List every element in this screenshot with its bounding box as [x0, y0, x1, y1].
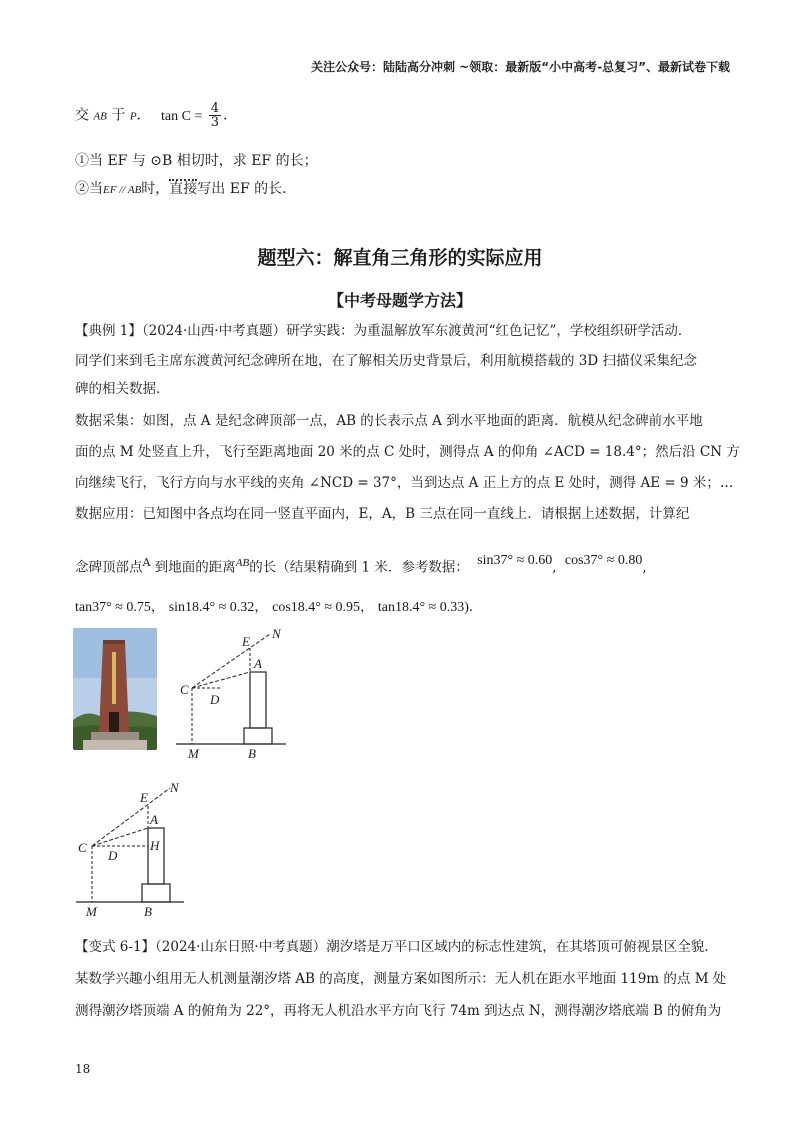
label-m: M	[188, 746, 199, 761]
section-title: 题型六：解直角三角形的实际应用	[257, 247, 543, 269]
diagram-1	[170, 620, 300, 765]
label-n: N	[170, 780, 179, 795]
monument-photo	[73, 628, 157, 750]
label-a: A	[254, 656, 262, 671]
label-e: E	[242, 634, 250, 649]
example-line-1: 【典例 1】（2024·山西·中考真题）研学实践：为重温解放军东渡黄河“红色记忆”，学校组织研学活动．	[75, 323, 692, 339]
variant-line-1: 【变式 6-1】（2024·山东日照·中考真题）潮汐塔是万平口区域内的标志性建筑，在其塔顶可俯视景区全貌．	[75, 939, 718, 955]
diagram-2	[72, 776, 192, 921]
base-rect-1	[244, 728, 272, 744]
base-rect-2	[142, 884, 170, 902]
line-ca-1	[192, 672, 250, 688]
label-c: C	[78, 840, 87, 855]
monument-rect-2	[148, 828, 164, 884]
label-b: B	[248, 746, 256, 761]
page-number: 18	[75, 1062, 91, 1076]
fraction-4-3: $\frac{4}{3}$	[210, 101, 220, 130]
example-line-6: 向继续飞行，飞行方向与水平线的夹角 ∠NCD = 37°，当到达点 A 正上方的点 E 处时，测得 AE = 9 米；…	[75, 475, 734, 491]
example-line-2: 同学们来到毛主席东渡黄河纪念碑所在地，在了解相关历史背景后，利用航模搭载的 3D 扫描仪采集纪念	[75, 353, 697, 369]
monument-rect-1	[250, 672, 266, 728]
label-e: E	[140, 790, 148, 805]
variant-line-3: 测得潮汐塔顶端 A 的俯角为 22°，再将无人机沿水平方向飞行 74m 到达点 N，测得潮汐塔底端 B 的俯角为	[75, 1003, 722, 1019]
question-1: ①当 EF 与 ⊙B 相切时，求 EF 的长；	[75, 153, 318, 169]
label-a: A	[150, 812, 158, 827]
label-h: H	[150, 838, 160, 853]
variant-line-2: 某数学兴趣小组用无人机测量潮汐塔 AB 的高度，测量方案如图所示：无人机在距水平地面 119m 的点 M 处	[75, 971, 727, 987]
example-line-3: 碑的相关数据．	[75, 381, 170, 397]
example-line-9: tan37° ≈ 0.75， sin18.4° ≈ 0.32， cos18.4° ≈ 0.95， tan18.4° ≈ 0.33)．	[75, 599, 483, 615]
label-m: M	[86, 904, 97, 919]
label-n: N	[272, 626, 281, 641]
problem-intro-line: 交 AB 于 P． tan C = $\frac{4}{3}$ ．	[75, 101, 238, 130]
example-line-5: 面的点 M 处竖直上升，飞行至距离地面 20 米的点 C 处时，测得点 A 的仰角 ∠ACD = 18.4°；然后沿 CN 方	[75, 444, 740, 460]
label-d: D	[210, 692, 220, 707]
label-c: C	[180, 682, 189, 697]
example-line-4: 数据采集：如图，点 A 是纪念碑顶部一点，AB 的长表示点 A 到水平地面的距离．航模从纪念碑前水平地	[75, 413, 703, 429]
sub-title: 【中考母题学方法】	[327, 291, 472, 310]
label-d: D	[108, 848, 118, 863]
question-2: ②当EF // AB时，直接写出 EF 的长．	[75, 181, 297, 197]
label-b: B	[144, 904, 152, 919]
page-header: 关注公众号：陆陆高分冲刺 ~领取：最新版“小中高考-总复习”、最新试卷下载	[311, 60, 730, 74]
line-ca-2	[92, 828, 148, 846]
example-line-8: 念碑顶部点$^A$ 到地面的距离$^{AB}$的长（结果精确到 1 米．参考数据： sin37° ≈ 0.60, cos37° ≈ 0.80,	[75, 552, 647, 576]
example-line-7: 数据应用：已知图中各点均在同一竖直平面内，E，A，B 三点在同一直线上．请根据上述数据，计算纪	[75, 506, 690, 522]
